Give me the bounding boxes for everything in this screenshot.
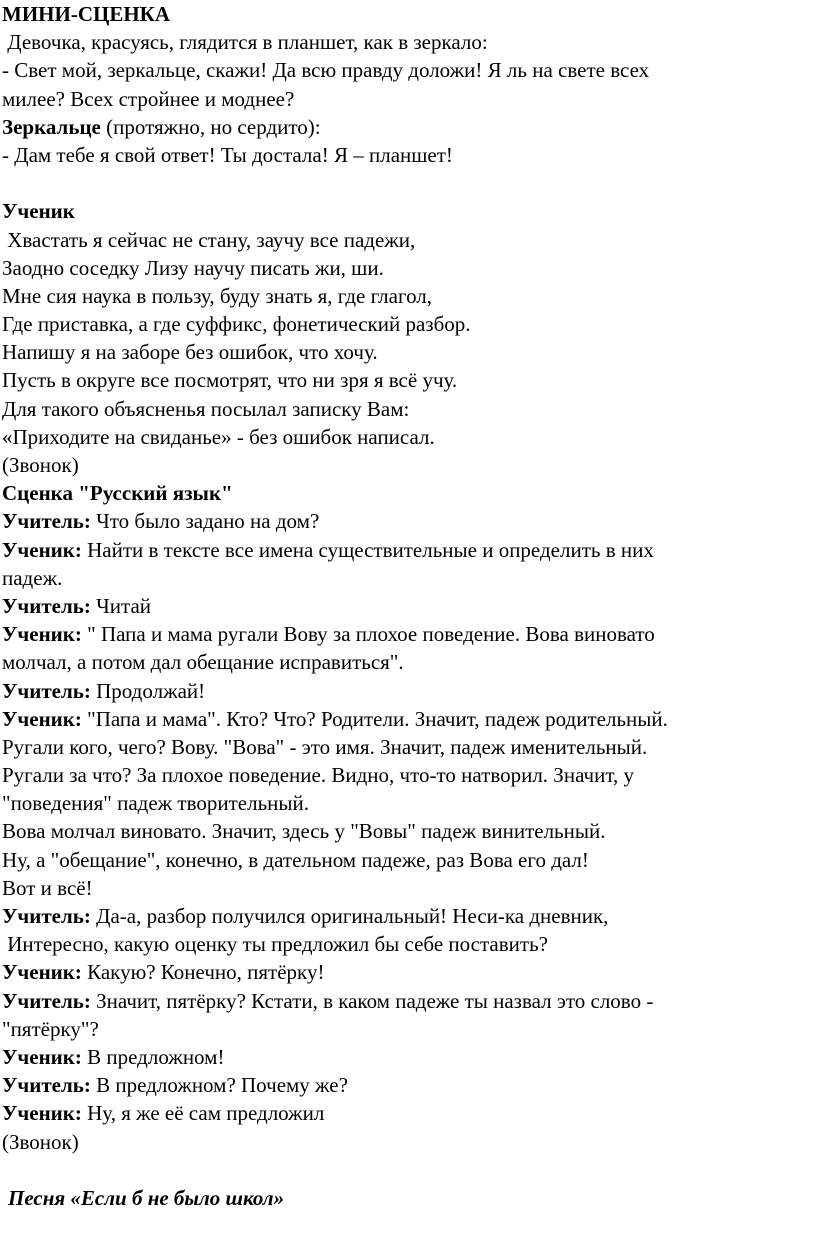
student-label: Ученик: (2, 622, 82, 647)
song-title: Песня «Если б не было школ» (8, 1185, 285, 1210)
dialogue-line (2, 677, 812, 705)
poem-line: Мне сия наука в пользу, буду знать я, где глагол, (2, 283, 433, 308)
bell-stage-direction: (Звонок) (2, 453, 79, 477)
dialogue-line (2, 592, 812, 620)
teacher-text: Значит, пятёрку? Кстати, в каком падеже ты назвал это слово - (90, 988, 654, 1013)
teacher-label: Учитель: (2, 904, 91, 928)
dialogue-line (2, 958, 812, 986)
dialogue-line (2, 507, 812, 535)
student-label: Ученик: (2, 706, 82, 731)
student-label: Ученик: (2, 537, 82, 562)
dialogue-line (2, 902, 812, 930)
student-label: Ученик: (2, 1101, 82, 1126)
dialogue-continuation: "поведения" падеж творительный. (2, 791, 310, 816)
poem-line: Где приставка, а где суффикс, фонетический разбор. (2, 312, 471, 337)
dialogue-continuation: Ну, а "обещание", конечно, в дательном падеже, раз Вова его дал! (2, 847, 589, 872)
teacher-label: Учитель: (2, 1073, 91, 1098)
dialogue-line (2, 705, 812, 733)
teacher-label: Учитель: (2, 678, 91, 703)
dialogue-continuation: Интересно, какую оценку ты предложил бы себе поставить? (2, 932, 548, 957)
teacher-label: Учитель: (2, 988, 91, 1013)
blank-line (2, 1156, 812, 1184)
teacher-label: Учитель: (2, 509, 91, 534)
document-title: МИНИ-СЦЕНКА (2, 2, 171, 26)
teacher-text: Читай (90, 593, 152, 618)
dialogue-line (2, 987, 812, 1015)
mirror-reply: - Дам тебе я свой ответ! Ты достала! Я – планшет! (2, 142, 453, 167)
bell-stage-direction: (Звонок) (2, 1129, 79, 1154)
dialogue-continuation: падеж. (2, 565, 63, 590)
teacher-text: В предложном? Почему же? (90, 1073, 348, 1098)
poem-line: Заодно соседку Лизу научу писать жи, ши. (2, 255, 384, 280)
student-text: Какую? Конечно, пятёрку! (81, 960, 325, 985)
blank-line (2, 169, 812, 197)
student-heading: Ученик (2, 199, 75, 224)
student-text: "Папа и мама". Кто? Что? Родители. Значит, падеж родительный. (81, 706, 668, 731)
poem-line: Хвастать я сейчас не стану, заучу все падежи, (2, 227, 416, 252)
poem-line: Пусть в округе все посмотрят, что ни зря я всё учу. (2, 368, 458, 393)
dialogue-continuation: Вова молчал виновато. Значит, здесь у "Вовы" падеж винительный. (2, 819, 606, 844)
mirror-stage-note: (протяжно, но сердито): (100, 114, 321, 139)
poem-line: «Приходите на свиданье» - без ошибок написал. (2, 424, 435, 449)
dialogue-continuation: молчал, а потом дал обещание исправиться". (2, 650, 404, 675)
teacher-text: Да-а, разбор получился оригинальный! Неси-ка дневник, (90, 904, 609, 928)
dialogue-continuation: "пятёрку"? (2, 1016, 99, 1041)
girl-line: - Свет мой, зеркальце, скажи! Да всю правду доложи! Я ль на свете всех (2, 58, 650, 83)
mirror-speaker-line (2, 113, 812, 141)
dialogue-line (2, 620, 812, 648)
student-label: Ученик: (2, 960, 82, 985)
student-text: В предложном! (81, 1044, 225, 1069)
dialogue-line (2, 1099, 812, 1127)
dialogue-line (2, 1043, 812, 1071)
dialogue-continuation: Вот и всё! (2, 875, 93, 900)
student-label: Ученик: (2, 1044, 82, 1069)
poem-line: Напишу я на заборе без ошибок, что хочу. (2, 340, 378, 365)
scene-title: Сценка "Русский язык" (2, 481, 233, 506)
teacher-label: Учитель: (2, 593, 91, 618)
document-page (2, 0, 812, 1212)
dialogue-line (2, 536, 812, 564)
stage-direction-intro: Девочка, красуясь, глядится в планшет, как в зеркало: (2, 30, 488, 55)
student-text: Ну, я же её сам предложил (81, 1101, 325, 1126)
student-text: " Папа и мама ругали Вову за плохое поведение. Вова виновато (81, 622, 655, 647)
dialogue-continuation: Ругали кого, чего? Вову. "Вова" - это имя. Значит, падеж именительный. (2, 734, 648, 759)
dialogue-continuation: Ругали за что? За плохое поведение. Видно, что-то натворил. Значит, у (2, 763, 634, 788)
girl-line-continued: милее? Всех стройнее и моднее? (2, 86, 295, 111)
poem-line: Для такого объясненья посылал записку Вам: (2, 396, 410, 421)
teacher-text: Что было задано на дом? (90, 509, 320, 534)
student-text: Найти в тексте все имена существительные и определить в них (81, 537, 654, 562)
dialogue-line (2, 1071, 812, 1099)
mirror-label: Зеркальце (2, 114, 101, 139)
teacher-text: Продолжай! (90, 678, 206, 703)
